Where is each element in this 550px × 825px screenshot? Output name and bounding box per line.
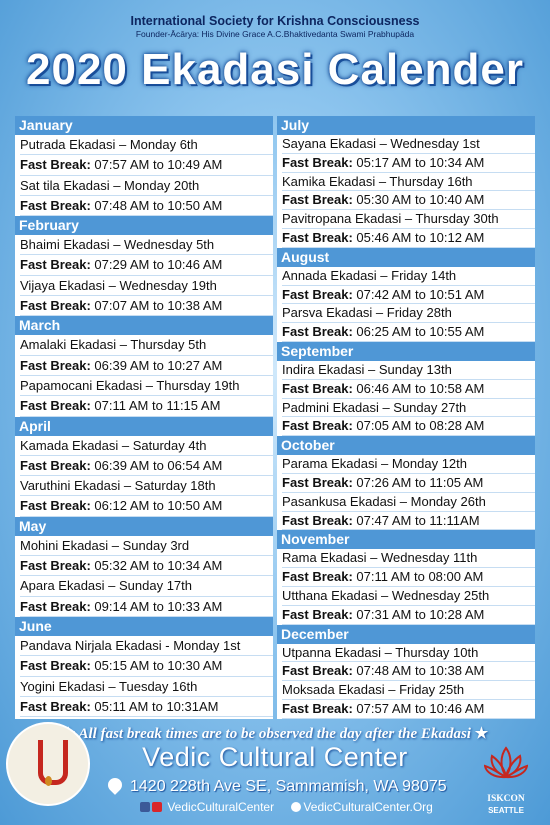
fast-break-line [20, 296, 273, 316]
ekadasi-line: Mohini Ekadasi – Sunday 3rd [20, 536, 273, 556]
fast-break-label: Fast Break: [20, 598, 91, 614]
fast-break-label: Fast Break: [20, 157, 91, 173]
fast-break-label: Fast Break: [20, 558, 91, 574]
month-section [277, 436, 535, 530]
left-column [15, 116, 273, 719]
ekadasi-line: Kamika Ekadasi – Thursday 16th [282, 173, 535, 192]
address-text: 1420 228th Ave SE, Sammamish, WA 98075 [130, 778, 447, 795]
fast-break-label: Fast Break: [20, 398, 91, 414]
fast-break-label: Fast Break: [282, 606, 353, 622]
month-section [15, 116, 273, 216]
fast-break-line [20, 656, 273, 676]
fast-break-label: Fast Break: [282, 663, 353, 679]
month-header: January [15, 116, 273, 135]
fast-break-label: Fast Break: [282, 324, 353, 340]
fast-break-label: Fast Break: [20, 698, 91, 714]
month-entries [277, 455, 535, 530]
fast-break-time: 05:11 AM to 10:31AM [90, 698, 219, 714]
fast-break-line [282, 474, 535, 493]
month-entries [277, 361, 535, 436]
fast-break-line [20, 356, 273, 376]
fast-break-line [20, 396, 273, 416]
month-section [277, 530, 535, 624]
month-entries [277, 549, 535, 624]
month-entries [15, 636, 273, 717]
note-text: All fast break times are to be observed the day after the Ekadasi [78, 726, 471, 742]
month-entries [15, 135, 273, 216]
fast-break-time: 05:46 AM to 10:12 AM [352, 229, 485, 245]
month-entries [277, 644, 535, 719]
month-section [15, 617, 273, 717]
month-header: December [277, 625, 535, 644]
ekadasi-line: Sayana Ekadasi – Wednesday 1st [282, 135, 535, 154]
month-header: April [15, 417, 273, 436]
location-pin-icon [105, 775, 125, 795]
fast-break-line [20, 196, 273, 216]
facebook-icon[interactable] [140, 802, 150, 812]
fast-break-line [282, 568, 535, 587]
fast-break-line [20, 697, 273, 717]
ekadasi-line: Rama Ekadasi – Wednesday 11th [282, 549, 535, 568]
fast-break-label: Fast Break: [282, 512, 353, 528]
lotus-logo-icon [484, 746, 528, 780]
fast-break-time: 06:39 AM to 10:27 AM [90, 357, 223, 373]
fast-break-time: 06:39 AM to 06:54 AM [90, 457, 223, 473]
fast-break-time: 06:25 AM to 10:55 AM [352, 324, 485, 340]
month-entries [277, 267, 535, 342]
right-column [277, 116, 535, 719]
fast-break-time: 05:32 AM to 10:34 AM [90, 558, 223, 574]
ekadasi-line: Pavitropana Ekadasi – Thursday 30th [282, 210, 535, 229]
month-header: May [15, 517, 273, 536]
ekadasi-line: Pasankusa Ekadasi – Monday 26th [282, 493, 535, 512]
month-header: June [15, 617, 273, 636]
fast-break-time: 06:12 AM to 10:50 AM [90, 498, 223, 514]
fast-break-time: 07:57 AM to 10:46 AM [352, 700, 485, 716]
fast-break-time: 07:57 AM to 10:49 AM [90, 157, 223, 173]
fast-break-label: Fast Break: [282, 474, 353, 490]
ekadasi-line: Pandava Nirjala Ekadasi - Monday 1st [20, 636, 273, 656]
ekadasi-line: Papamocani Ekadasi – Thursday 19th [20, 376, 273, 396]
ekadasi-line: Vijaya Ekadasi – Wednesday 19th [20, 276, 273, 296]
fast-break-line [282, 380, 535, 399]
fast-break-line [282, 662, 535, 681]
fast-break-label: Fast Break: [282, 700, 353, 716]
fast-break-line [20, 155, 273, 175]
logo-subtext: SEATTLE [488, 806, 524, 815]
ekadasi-line: Kamada Ekadasi – Saturday 4th [20, 436, 273, 456]
month-header: February [15, 216, 273, 235]
fast-break-label: Fast Break: [20, 357, 91, 373]
fast-break-time: 06:46 AM to 10:58 AM [352, 380, 485, 396]
month-header: March [15, 316, 273, 335]
logo-text: ISKCON [487, 794, 525, 804]
month-section [15, 517, 273, 617]
founder-line: Founder-Ācārya: His Divine Grace A.C.Bhaktivedanta Swami Prabhupāda [135, 29, 415, 39]
fast-break-label: Fast Break: [20, 298, 91, 314]
month-header: July [277, 116, 535, 135]
ekadasi-line: Moksada Ekadasi – Friday 25th [282, 681, 535, 700]
center-name: Vedic Cultural Center [142, 742, 408, 772]
youtube-icon[interactable] [152, 802, 162, 812]
fast-break-time: 05:17 AM to 10:34 AM [352, 154, 485, 170]
fast-break-label: Fast Break: [20, 658, 91, 674]
month-entries [15, 436, 273, 517]
ekadasi-line: Putrada Ekadasi – Monday 6th [20, 135, 273, 155]
month-entries [277, 135, 535, 248]
month-section [15, 216, 273, 316]
star-icon: ★ [474, 726, 489, 742]
ekadasi-line: Annada Ekadasi – Friday 14th [282, 267, 535, 286]
ekadasi-line: Parsva Ekadasi – Friday 28th [282, 304, 535, 323]
ekadasi-line: Padmini Ekadasi – Sunday 27th [282, 399, 535, 418]
globe-icon [291, 802, 301, 812]
social-handle[interactable]: VedicCulturalCenter [167, 800, 275, 814]
fast-break-label: Fast Break: [282, 154, 353, 170]
fast-break-line [282, 286, 535, 305]
fast-break-label: Fast Break: [282, 418, 353, 434]
ekadasi-line: Varuthini Ekadasi – Saturday 18th [20, 476, 273, 496]
website-link[interactable]: VedicCulturalCenter.Org [303, 800, 433, 814]
fast-break-time: 07:31 AM to 10:28 AM [352, 606, 485, 622]
fast-break-label: Fast Break: [20, 457, 91, 473]
month-section [277, 625, 535, 719]
fast-break-line [20, 456, 273, 476]
fast-break-line [20, 597, 273, 617]
month-entries [15, 235, 273, 316]
fast-break-line [282, 700, 535, 719]
fast-break-time: 07:47 AM to 11:11AM [352, 512, 480, 528]
fast-break-label: Fast Break: [282, 192, 353, 208]
fast-break-time: 07:48 AM to 10:50 AM [90, 197, 223, 213]
fast-break-line [282, 606, 535, 625]
fast-break-time: 07:26 AM to 11:05 AM [352, 474, 484, 490]
fast-break-line [282, 323, 535, 342]
ekadasi-line: Indira Ekadasi – Sunday 13th [282, 361, 535, 380]
ekadasi-line: Amalaki Ekadasi – Thursday 5th [20, 335, 273, 355]
ekadasi-line: Apara Ekadasi – Sunday 17th [20, 576, 273, 596]
fast-break-time: 07:11 AM to 08:00 AM [352, 569, 484, 585]
fast-break-time: 09:14 AM to 10:33 AM [90, 598, 223, 614]
fast-break-time: 05:15 AM to 10:30 AM [90, 658, 223, 674]
page-title: 2020 Ekadasi Calender [26, 45, 524, 94]
organization-name: International Society for Krishna Consciousness [130, 14, 420, 28]
fast-break-line [282, 229, 535, 248]
fast-break-label: Fast Break: [20, 498, 91, 514]
fast-break-time: 07:48 AM to 10:38 AM [352, 663, 485, 679]
ekadasi-line: Bhaimi Ekadasi – Wednesday 5th [20, 235, 273, 255]
month-entries [15, 335, 273, 416]
iskcon-seattle-logo [470, 740, 542, 820]
month-header: September [277, 342, 535, 361]
fast-break-label: Fast Break: [282, 569, 353, 585]
month-section [277, 342, 535, 436]
fast-break-label: Fast Break: [282, 380, 353, 396]
ekadasi-line: Parama Ekadasi – Monday 12th [282, 455, 535, 474]
fast-break-time: 07:29 AM to 10:46 AM [90, 257, 223, 273]
fast-break-label: Fast Break: [20, 257, 91, 273]
fast-break-line [282, 512, 535, 531]
month-entries [15, 536, 273, 617]
fast-break-label: Fast Break: [20, 197, 91, 213]
month-section [277, 116, 535, 248]
month-header: October [277, 436, 535, 455]
month-section [15, 417, 273, 517]
fast-break-line [282, 191, 535, 210]
ekadasi-line: Utpanna Ekadasi – Thursday 10th [282, 644, 535, 663]
ekadasi-line: Yogini Ekadasi – Tuesday 16th [20, 677, 273, 697]
address [108, 778, 447, 796]
social-links [140, 800, 433, 814]
ekadasi-line: Sat tila Ekadasi – Monday 20th [20, 176, 273, 196]
ekadasi-line: Utthana Ekadasi – Wednesday 25th [282, 587, 535, 606]
fast-break-time: 07:05 AM to 08:28 AM [352, 418, 485, 434]
fast-break-time: 05:30 AM to 10:40 AM [352, 192, 485, 208]
month-section [15, 316, 273, 416]
footer [0, 742, 550, 825]
month-header: August [277, 248, 535, 267]
fast-break-label: Fast Break: [282, 229, 353, 245]
fast-break-time: 07:11 AM to 11:15 AM [90, 398, 221, 414]
fast-break-line [20, 556, 273, 576]
month-header: November [277, 530, 535, 549]
month-section [277, 248, 535, 342]
calendar-columns [15, 116, 535, 719]
fast-break-time: 07:07 AM to 10:38 AM [90, 298, 223, 314]
header [0, 0, 550, 112]
fast-break-line [282, 417, 535, 436]
fast-break-label: Fast Break: [282, 286, 353, 302]
fast-break-time: 07:42 AM to 10:51 AM [352, 286, 485, 302]
fast-break-line [282, 154, 535, 173]
fast-break-line [20, 496, 273, 516]
fast-break-line [20, 255, 273, 275]
